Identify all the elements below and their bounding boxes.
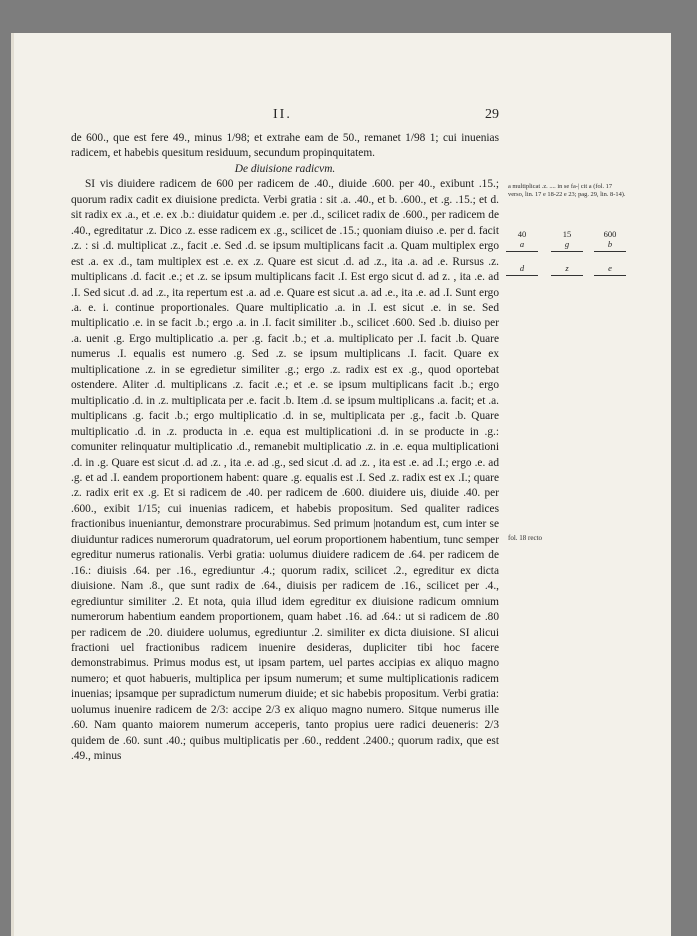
margin-variant-note: a multiplicat .z. .... in se fa-| cit a (fol. 17 verso, lin. 17 e 18-22 e 23; pag. 29, lin. 8-14). [508,183,626,198]
main-text-column [71,131,499,765]
folio-reference: fol. 18 recto [508,534,543,542]
diagram-label-a: a [519,239,525,249]
diagram-value-a: 40 [517,229,527,239]
diagram-label-e: e [608,263,612,273]
proportion-diagram [505,229,630,309]
diagram-rule-g [551,251,583,252]
diagram-value-b: 600 [603,229,617,239]
diagram-rule-b [594,251,626,252]
diagram-label-g: g [564,239,570,249]
opening-line: de 600., que est fere 49., minus 1/98; et extrahe eam de 50., remanet 1/98 1; cui inuenias radicem, et habebis quesitum residuum, secundum propinquitatem. [71,132,499,160]
diagram-rule-a [506,251,538,252]
diagram-rule-e [594,275,626,276]
diagram-label-b: b [607,239,613,249]
running-head [71,107,499,125]
diagram-value-g: 15 [562,229,572,239]
chapter-signature: II. [273,107,292,122]
diagram-label-d: d [519,263,525,273]
manuscript-page [11,33,671,936]
section-heading: De diuisione radicvm. [234,162,336,175]
diagram-rule-z [551,275,583,276]
page-edge-shadow [11,33,14,936]
main-paragraph: SI vis diuidere radicem de 600 per radicem de .40., diuide .600. per 40., exibunt .15.; quorum radix cadit ex diuisione predicta. Verbi gratia : sit .a. .40., et b. .600., et .g. .15.; et d. sit radix ex .a., et .e. ex .b.: diuidatur quidem .e. per .d., scilicet radix de .600., per radicem de .40., egreditatur .z. Dico .z. esse radicem ex .g., scilicet de .15.; quoniam diuiso .e. per d. facit .z. : si .d. multiplicat .z., facit .e. Sed .d. se ipsum multiplicans facit .a. Quam multiplex ergo est .a. ex .d., tam multiplex est .e. ex .z. Quare est sicut .d. ad .z., ita .a. ad .e. Rursus .z. multiplicans .d. facit .e.; et .z. se ipsum multiplicans facit .I. Est ergo sicut d. ad z. , ita .e. ad .I. Sed sicut .d. ad .z., ita repertum est .a. ad .e. Quare est sicut .a. ad .e., ita .e. ad .I. Sunt ergo .a. e. i. continue proportionales. Quare multiplicatio .a. in .I. est sicut .e. in se. Sed multiplicatio .e. in se facit .b.; ergo .a. in .I. facit similiter .b., scilicet .600. Sed .b. diuiso per .a. uenit .g. Ergo multiplicatio .a. per .g. facit .b.; et .a. multiplicato per .I. facit .b. Quare numerus .I. equalis est numero .g. Sed .z. se ipsum multiplicans .I. facit. Quare ex multiplicatione .z. in se egredietur similiter .g.; ergo .z. radix est ex .g., quod oportebat ostendere. Aliter .d. multiplicans .z. facit .e.; et .e. se ipsum multiplicans facit .b.; ergo multiplicatio .d. in .z. multiplicata per .e. facit .b. Item .d. se ipsum multiplicans .a. facit; et .a. multiplicans .g. facit .b.; ergo multiplicatio .d. in se, multiplicata per .g., facit .b. Quare multiplicatio .d. in .z. producta in .e. equa est multiplicationi .d. in se producte in .g.: comuniter relinquatur multiplicatio .d., remanebit multiplicatio .z. in .e. equa multiplicationi .d. in .g. Quare est sicut .d. ad .z. , ita .e. ad .g., sed sicut .d. ad .z. , ita est .e. ad .I.; ergo .e. ad .g. et ad .I. eandem proportionem habent: quare .g. equalis est .I. Sed .z. radix est ex .I.; quare .z. radix erit ex .g. Et si radicem de .40. per radicem de .600. diuidere uis, diuide .40. per .600., exibit 1/15; cui inuenias radicem, et habebis propositum. Sed qualiter radices fractionibus inueniantur, demonstrare procurabimus. Sed primum |notandum est, cum inter se diuiduntur radices numerorum quadratorum, uel eorum proportionem habentium, tunc semper egreditur numerus rationalis. Verbi gratia: uolumus diuidere radicem de .64. per radicem de .16.: diuisis .64. per .16., egrediuntur .4.; quorum radix, scilicet .2., egreditur ex dicta diuisione. Nam .8., que sunt radix de .64., diuisis per radicem de .16., scilicet per .4., egrediuntur similiter .2. Et nota, quia illud idem egreditur ex diuisione radicum omnium numerorum habentium eandem proportionem, quam habet .16. ad .64.: ut si radicem de .80 per radicem de .20. diuidere uolumus, egrediuntur .2. similiter ex dicta diuisione. SI alicui fractioni uel fractionibus radicem inuenire desideras, dupliciter tibi hoc facere demonstrabimus. Primus modus est, ut ipsam partem, uel partes accipias ex aliquo magno numero; et quot habueris, multiplica per ipsum numerum; et sume multiplicationis radicem inuenias; ipsamque per supradictum numerum diuide; et sic habebis propositum. Verbi gratia: uolumus inuenire radicem de 2/3: accipe 2/3 ex aliquo magno numero. Sitque numerus ille .60. Nam quanto maiorem numerum acceperis, tanto propius uere radici deueneris: 2/3 quidem de .60. sunt .40.; quibus multiplicatis per .60., reddent .2400.; quorum radix, que est .49., minus [71,178,499,763]
page-number: 29 [485,107,499,122]
diagram-rule-d [506,275,538,276]
diagram-label-z: z [565,263,569,273]
